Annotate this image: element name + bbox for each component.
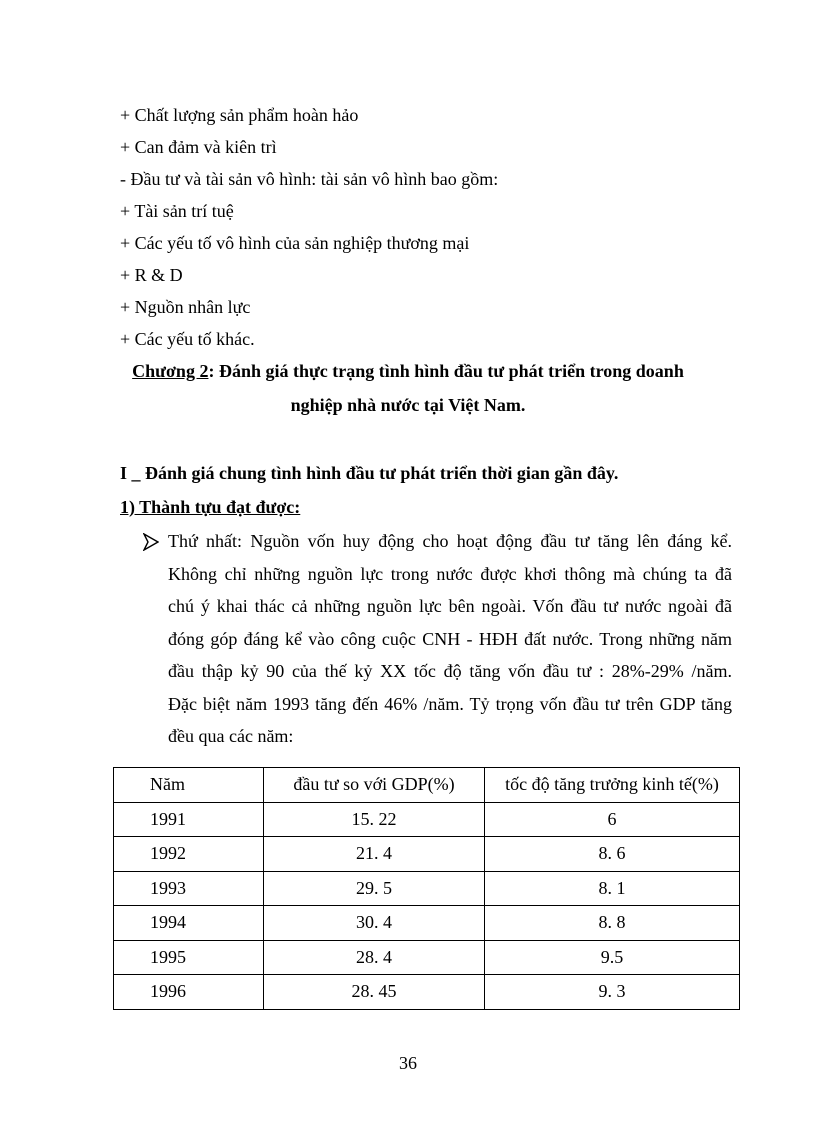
page-number: 36	[399, 1053, 417, 1073]
cell-growth: 9.5	[485, 940, 740, 975]
table-row	[114, 802, 740, 837]
data-table	[113, 767, 740, 1010]
table-row	[114, 871, 740, 906]
cell-growth: 9. 3	[485, 975, 740, 1010]
cell-year: 1992	[114, 837, 264, 872]
list-item: + Chất lượng sản phẩm hoàn hảo	[120, 105, 359, 125]
paragraph-line: đóng góp đáng kể vào công cuộc CNH - HĐH đất nước. Trong những năm	[168, 628, 732, 649]
cell-investment: 28. 45	[264, 975, 485, 1010]
list-item: + R & D	[120, 265, 183, 285]
header-year: Năm	[114, 768, 264, 803]
cell-growth: 8. 1	[485, 871, 740, 906]
paragraph-line: Không chỉ những nguồn lực trong nước được khơi thông mà chúng ta đã	[168, 563, 732, 584]
cell-investment: 29. 5	[264, 871, 485, 906]
header-growth-rate: tốc độ tăng trưởng kinh tế(%)	[485, 768, 740, 803]
paragraph-line: đều qua các năm:	[168, 726, 294, 746]
arrow-bullet-icon	[143, 533, 159, 551]
paragraph-line: Thứ nhất: Nguồn vốn huy động cho hoạt động đầu tư tăng lên đáng kể.	[168, 531, 732, 551]
cell-investment: 30. 4	[264, 906, 485, 941]
subsection-title: 1) Thành tựu đạt được:	[120, 497, 301, 517]
cell-investment: 15. 22	[264, 802, 485, 837]
section-title: I _ Đánh giá chung tình hình đầu tư phát triển thời gian gần đây.	[120, 463, 619, 483]
table-row	[114, 940, 740, 975]
cell-year: 1991	[114, 802, 264, 837]
paragraph	[168, 525, 732, 753]
table-row	[114, 975, 740, 1010]
list-item: + Tài sản trí tuệ	[120, 201, 234, 221]
cell-growth: 8. 8	[485, 906, 740, 941]
cell-growth: 8. 6	[485, 837, 740, 872]
cell-growth: 6	[485, 802, 740, 837]
table-row	[114, 837, 740, 872]
list-item: + Nguồn nhân lực	[120, 297, 251, 317]
table-header-row	[114, 768, 740, 803]
chapter-title-line1: : Đánh giá thực trạng tình hình đầu tư phát triển trong doanh	[208, 361, 684, 381]
cell-year: 1996	[114, 975, 264, 1010]
cell-year: 1995	[114, 940, 264, 975]
paragraph-line: chú ý khai thác cả những nguồn lực bên ngoài. Vốn đầu tư nước ngoài đã	[168, 596, 732, 616]
list-item: - Đầu tư và tài sản vô hình: tài sản vô hình bao gồm:	[120, 169, 499, 189]
paragraph-line: đầu thập kỷ 90 của thế kỷ XX tốc độ tăng vốn đầu tư : 28%-29% /năm.	[168, 661, 732, 681]
chapter-label: Chương 2	[132, 361, 209, 381]
cell-investment: 28. 4	[264, 940, 485, 975]
list-item: + Các yếu tố vô hình của sản nghiệp thương mại	[120, 233, 470, 253]
table-row	[114, 906, 740, 941]
cell-year: 1993	[114, 871, 264, 906]
chapter-heading	[0, 360, 816, 382]
cell-investment: 21. 4	[264, 837, 485, 872]
paragraph-line: Đặc biệt năm 1993 tăng đến 46% /năm. Tỷ trọng vốn đầu tư trên GDP tăng	[168, 693, 732, 714]
list-item: + Can đảm và kiên trì	[120, 137, 277, 157]
header-investment-gdp: đầu tư so với GDP(%)	[264, 768, 485, 803]
cell-year: 1994	[114, 906, 264, 941]
chapter-title-line2: nghiệp nhà nước tại Việt Nam.	[290, 395, 526, 415]
list-item: + Các yếu tố khác.	[120, 329, 255, 349]
